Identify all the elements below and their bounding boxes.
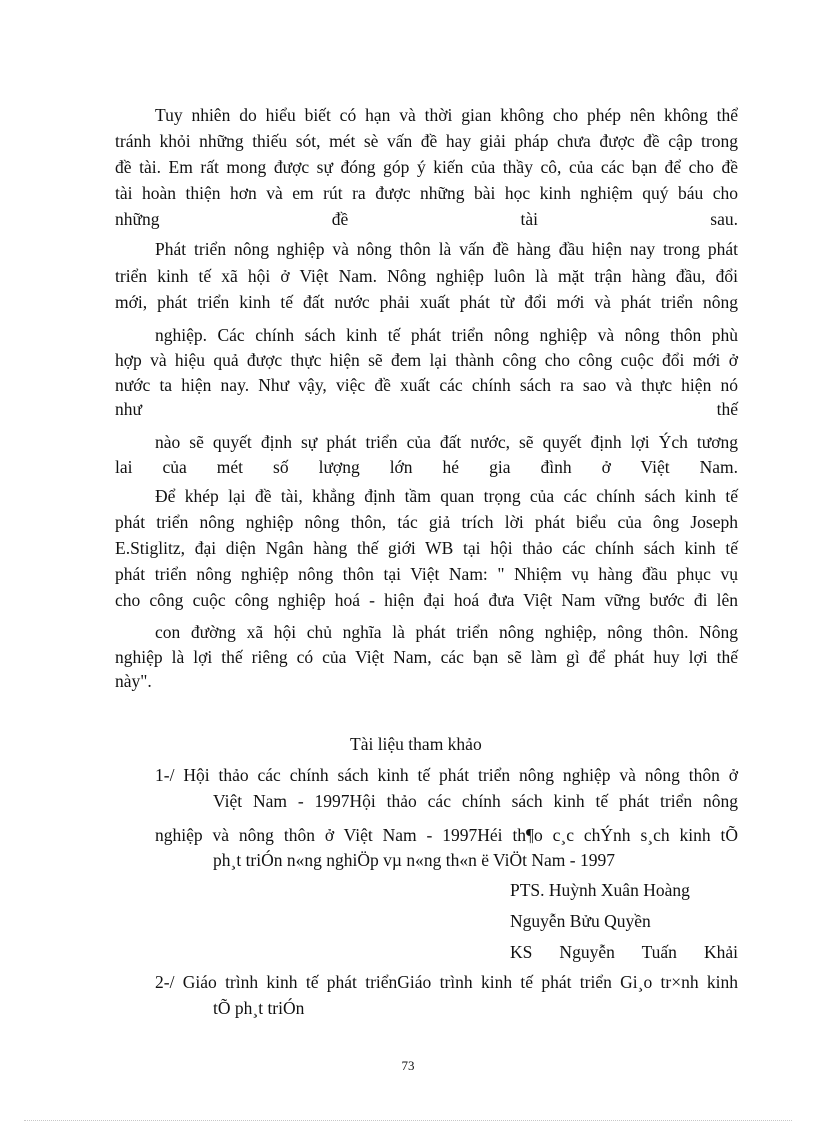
page-divider: [24, 1120, 792, 1121]
body-line: con đường xã hội chủ nghĩa là phát triển nông nghiệp, nông thôn. Nông: [155, 622, 738, 642]
body-line: như thế: [115, 399, 738, 419]
body-line: nào sẽ quyết định sự phát triển của đất nước, sẽ quyết định lợi Ých tương: [155, 432, 738, 452]
reference-line: ph¸t triÓn n«ng nghiÖp vµ n«ng th«n ë ViÖt Nam - 1997: [213, 850, 615, 870]
body-line: nghiệp. Các chính sách kinh tế phát triển nông nghiệp và nông thôn phù: [155, 325, 738, 345]
body-line: nước ta hiện nay. Như vậy, việc đề xuất các chính sách ra sao và thực hiện nó: [115, 375, 738, 395]
reference-line: nghiệp và nông thôn ở Việt Nam - 1997Héi th¶o c¸c chÝnh s¸ch kinh tÕ: [155, 825, 738, 845]
body-line: này".: [115, 671, 152, 691]
body-line: phát triển nông nghiệp nông thôn, tác giả trích lời phát biểu của ông Joseph: [115, 512, 738, 532]
reference-author: KS Nguyễn Tuấn Khải: [510, 942, 738, 962]
body-line: nghiệp là lợi thế riêng có của Việt Nam, các bạn sẽ làm gì để phát huy lợi thế: [115, 647, 738, 667]
reference-line: tÕ ph¸t triÓn: [213, 998, 305, 1018]
reference-author: PTS. Huỳnh Xuân Hoàng: [510, 880, 690, 900]
reference-line: 2-/ Giáo trình kinh tế phát triểnGiáo trình kinh tế phát triển Gi¸o tr×nh kinh: [155, 972, 738, 992]
body-line: tài hoàn thiện hơn và em rút ra được những bài học kinh nghiệm quý báu cho: [115, 183, 738, 203]
body-line: Để khép lại đề tài, khẳng định tầm quan trọng của các chính sách kinh tế: [155, 486, 738, 506]
body-line: Phát triển nông nghiệp và nông thôn là vấn đề hàng đầu hiện nay trong phát: [155, 239, 738, 259]
body-line: tránh khỏi những thiếu sót, mét sè vấn đề hay giải pháp chưa được đề cập trong: [115, 131, 738, 151]
reference-author: Nguyễn Bửu Quyền: [510, 911, 651, 931]
body-line: hợp và hiệu quả được thực hiện sẽ đem lại thành công cho công cuộc đổi mới ở: [115, 350, 738, 370]
body-line: những đề tài sau.: [115, 209, 738, 229]
body-line: đề tài. Em rất mong được sự đóng góp ý kiến của thầy cô, của các bạn để cho đề: [115, 157, 738, 177]
body-line: lai của mét số lượng lớn hé gia đình ở Việt Nam.: [115, 457, 738, 477]
body-line: mới, phát triển kinh tế đất nước phải xuất phát từ đổi mới và phát triển nông: [115, 292, 738, 312]
body-line: Tuy nhiên do hiểu biết có hạn và thời gian không cho phép nên không thể: [155, 105, 738, 125]
reference-line: 1-/ Hội thảo các chính sách kinh tế phát triển nông nghiệp và nông thôn ở: [155, 765, 738, 785]
references-heading: Tài liệu tham khảo: [350, 734, 482, 754]
reference-line: Việt Nam - 1997Hội thảo các chính sách kinh tế phát triển nông: [213, 791, 738, 811]
body-line: phát triển nông nghiệp nông thôn tại Việt Nam: " Nhiệm vụ hàng đầu phục vụ: [115, 564, 738, 584]
body-line: cho công cuộc công nghiệp hoá - hiện đại hoá đưa Việt Nam vững bước đi lên: [115, 590, 738, 610]
page-number: 73: [401, 1058, 415, 1073]
body-line: E.Stiglitz, đại diện Ngân hàng thế giới WB tại hội thảo các chính sách kinh tế: [115, 538, 738, 558]
body-line: triển kinh tế xã hội ở Việt Nam. Nông nghiệp luôn là mặt trận hàng đầu, đổi: [115, 266, 738, 286]
